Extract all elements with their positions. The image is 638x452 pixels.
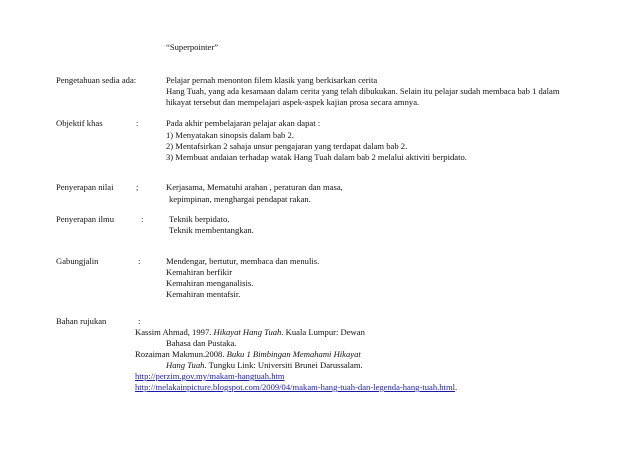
- reference-1: [135, 327, 365, 338]
- gabungjalin-colon: :: [138, 256, 141, 266]
- ilmu-colon: :: [141, 214, 144, 224]
- gabungjalin-line-4: Kemahiran mentafsir.: [166, 289, 241, 299]
- reference-2-prefix: Rozaiman Makmun.2008.: [135, 349, 227, 359]
- reference-1-suffix: Kuala Lumpur: Dewan: [283, 327, 365, 337]
- reference-link-1-row: [135, 371, 285, 382]
- reference-2-title-2: Hang Tuah.: [166, 360, 207, 370]
- pengetahuan-line-2: Hang Tuah, yang ada kesamaan dalam cerita yang telah dibukukan. Selain itu pelajar sudah membaca bab 1 dalam: [166, 86, 560, 96]
- ilmu-label: Penyerapan ilmu: [56, 214, 114, 224]
- objektif-item-3: 3) Membuat andaian terhadap watak Hang Tuah dalam bab 2 melalui aktiviti berpidato.: [166, 152, 467, 162]
- objektif-colon: :: [136, 118, 139, 128]
- nilai-line-1: Kerjasama, Mematuhi arahan , peraturan dan masa,: [166, 182, 343, 192]
- nilai-colon: ;: [136, 182, 139, 192]
- rujukan-colon: :: [138, 316, 141, 326]
- reference-2: [135, 349, 361, 360]
- reference-1-prefix: Kassim Ahmad, 1997.: [135, 327, 214, 337]
- reference-2-title: Buku 1 Bimbingan Memahami Hikayat: [226, 349, 361, 359]
- pengetahuan-line-3: hikayat tersebut dan mempelajari aspek-aspek kajian prosa secara amnya.: [166, 97, 420, 107]
- pengetahuan-line-1: Pelajar pernah menonton filem klasik yang berkisarkan cerita: [166, 75, 378, 85]
- reference-2-line-2: [166, 360, 363, 371]
- nilai-line-2: kepimpinan, menghargai pendapat rakan.: [169, 194, 311, 204]
- reference-link-2-row: [135, 382, 457, 393]
- gabungjalin-label: Gabungjalin: [56, 256, 99, 266]
- objektif-label: Objektif khas: [56, 118, 103, 128]
- objektif-item-2: 2) Mentafsirkan 2 sahaja unsur pengajaran yang terdapat dalam bab 2.: [166, 141, 408, 151]
- pengetahuan-label: Pengetahuan sedia ada:: [56, 75, 137, 85]
- objektif-item-1: 1) Menyatakan sinopsis dalam bab 2.: [166, 130, 294, 140]
- ilmu-line-1: Teknik berpidato.: [169, 214, 230, 224]
- objektif-intro: Pada akhir pembelajaran pelajar akan dapat :: [166, 118, 321, 128]
- document-title: “Superpointer”: [166, 42, 219, 52]
- nilai-label: Penyerapan nilai: [56, 182, 114, 192]
- reference-1-title: Hikayat Hang Tuah.: [213, 327, 284, 337]
- ilmu-line-2: Teknik membentangkan.: [169, 225, 254, 235]
- rujukan-label: Bahan rujukan: [56, 316, 107, 326]
- gabungjalin-line-3: Kemahiran menganalisis.: [166, 278, 254, 288]
- reference-1-line-2: Bahasa dan Pustaka.: [166, 338, 237, 348]
- reference-link-2[interactable]: http://melakainpicture.blogspot.com/2009/04/makam-hang-tuah-dan-legenda-hang-tuah.html: [135, 382, 456, 392]
- reference-link-2-trail: .: [455, 382, 458, 392]
- reference-2-suffix: Tungku Link: Universiti Brunei Darussalam.: [206, 360, 363, 370]
- gabungjalin-line-2: Kemahiran berfikir: [166, 267, 233, 277]
- reference-link-1[interactable]: http://perzim.gov.my/makam-hangtuah.htm: [135, 371, 285, 381]
- gabungjalin-line-1: Mendengar, bertutur, membaca dan menulis.: [166, 256, 320, 266]
